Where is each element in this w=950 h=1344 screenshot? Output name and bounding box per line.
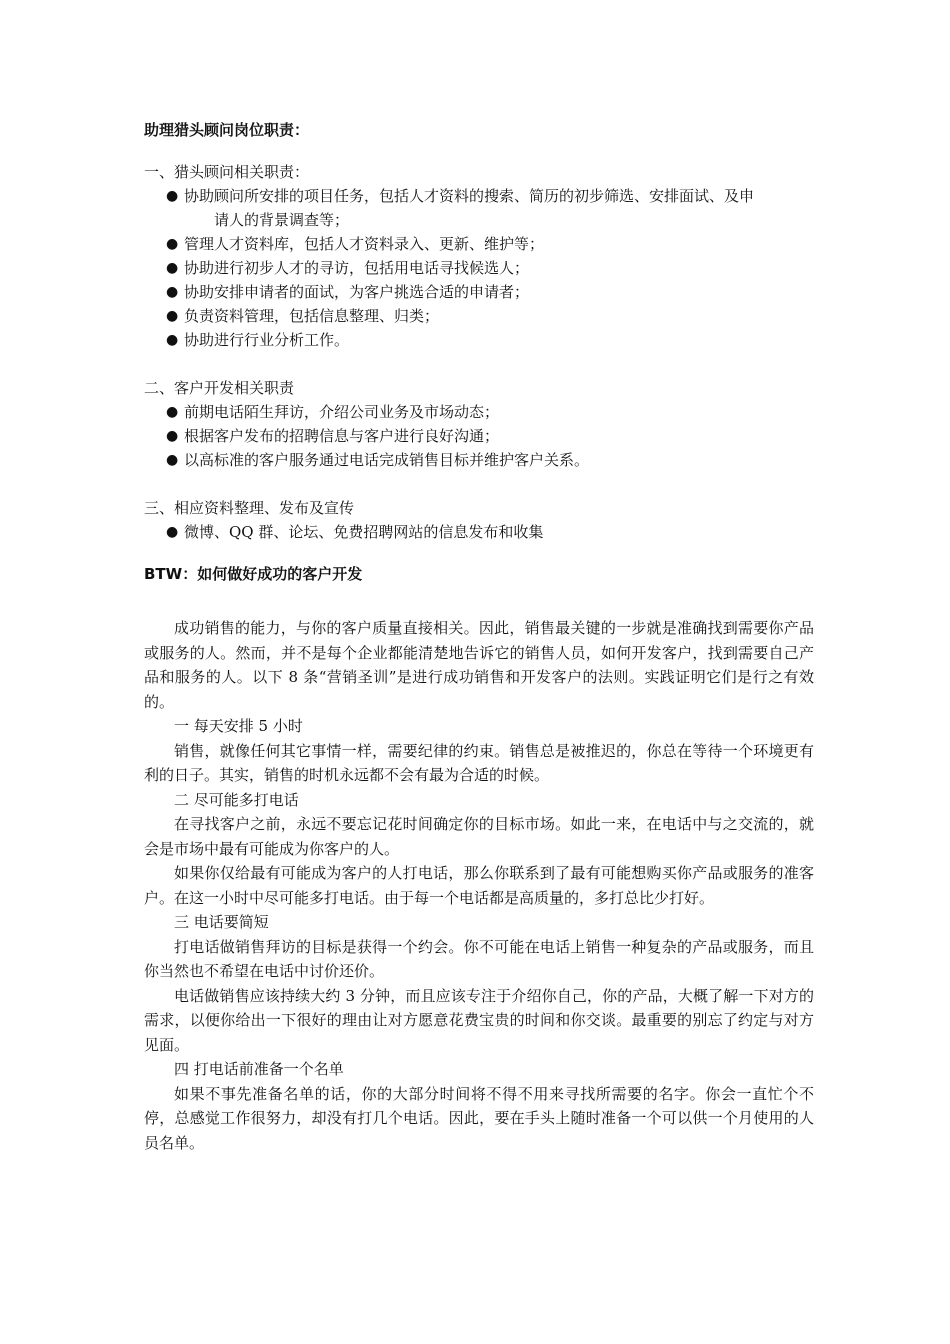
list-item: ● 前期电话陌生拜访，介绍公司业务及市场动态；: [166, 400, 814, 424]
rule-heading-2: 二 尽可能多打电话: [174, 790, 299, 809]
list-item: ● 以高标准的客户服务通过电话完成销售目标并维护客户关系。: [166, 448, 814, 472]
list-item: ● 协助安排申请者的面试，为客户挑选合适的申请者；: [166, 280, 814, 304]
rule-heading-1: 一 每天安排 5 小时: [174, 717, 303, 735]
rule-paragraph: 如果你仅给最有可能成为客户的人打电话，那么你联系到了最有可能想购买你产品或服务的准客户。在这一小时中尽可能多打电话。由于每一个电话都是高质量的，多打总比少打好。: [144, 864, 814, 907]
rule-heading-4: 四 打电话前准备一个名单: [174, 1060, 344, 1078]
list-item: ● 根据客户发布的招聘信息与客户进行良好沟通；: [166, 424, 814, 448]
section-title-2: 二、客户开发相关职责: [144, 379, 295, 397]
section-title-3: 三、相应资料整理、发布及宣传: [144, 499, 355, 517]
list-item: ● 协助进行初步人才的寻访，包括用电话寻找候选人；: [166, 256, 814, 280]
list-item: ● 协助进行行业分析工作。: [166, 328, 814, 352]
rule-paragraph: 如果不事先准备名单的话，你的大部分时间将不得不用来寻找所需要的名字。你会一直忙个不停，总感觉工作很努力，却没有打几个电话。因此，要在手头上随时准备一个可以供一个月使用的人员名单。: [144, 1084, 814, 1152]
rule-paragraph: 电话做销售应该持续大约 3 分钟，而且应该专注于介绍你自己，你的产品，大概了解一下对方的需求，以便你给出一下很好的理由让对方愿意花费宝贵的时间和你交谈。最重要的别忘了约定与对方见面。: [144, 986, 814, 1054]
intro-paragraph: 成功销售的能力，与你的客户质量直接相关。因此，销售最关键的一步就是准确找到需要你产品或服务的人。然而，并不是每个企业都能清楚地告诉它的销售人员，如何开发客户，找到需要自己产品和服务的人。以下 8 条“营销圣训”是进行成功销售和开发客户的法则。实践证明它们是行之有效的。: [144, 619, 814, 711]
list-item: ● 协助顾问所安排的项目任务，包括人才资料的搜索、简历的初步筛选、安排面试、及申 请人的背景调查等；: [166, 184, 814, 232]
rule-heading-3: 三 电话要简短: [174, 913, 269, 931]
bullet-list-1: [144, 184, 814, 352]
rule-paragraph: 打电话做销售拜访的目标是获得一个约会。你不可能在电话上销售一种复杂的产品或服务，而且你当然也不希望在电话中讨价还价。: [144, 937, 814, 980]
bullet-list-2: [144, 400, 814, 472]
document-page: [144, 118, 814, 1155]
rule-paragraph: 在寻找客户之前，永远不要忘记花时间确定你的目标市场。如此一来，在电话中与之交流的，就会是市场中最有可能成为你客户的人。: [144, 815, 814, 858]
list-item: ● 微博、QQ 群、论坛、免费招聘网站的信息发布和收集: [166, 520, 814, 544]
btw-title: BTW：如何做好成功的客户开发: [144, 565, 363, 583]
bullet-list-3: [144, 520, 814, 544]
rule-paragraph: 销售，就像任何其它事情一样，需要纪律的约束。销售总是被推迟的，你总在等待一个环境更有利的日子。其实，销售的时机永远都不会有最为合适的时候。: [144, 741, 814, 784]
document-title: 助理猎头顾问岗位职责：: [144, 121, 310, 139]
list-item: ● 管理人才资料库，包括人才资料录入、更新、维护等；: [166, 232, 814, 256]
section-title-1: 一、猎头顾问相关职责：: [144, 163, 310, 181]
list-item: ● 负责资料管理，包括信息整理、归类；: [166, 304, 814, 328]
